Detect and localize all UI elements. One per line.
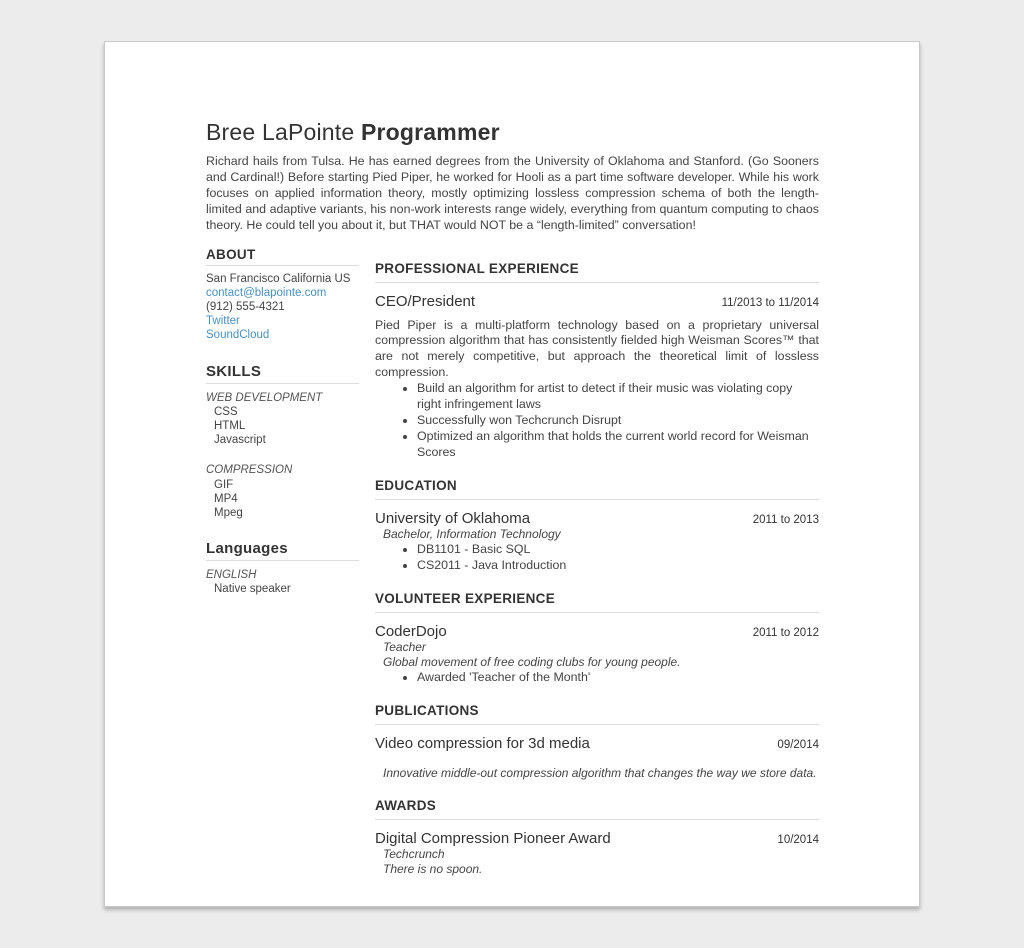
entry-bullet-list [375,381,819,461]
main-column [375,247,819,878]
entry-header [375,510,819,527]
content-columns [206,247,819,878]
about-heading: ABOUT [206,247,359,266]
entry-header [375,293,819,310]
resume-page [104,41,920,907]
entry-title: University of Oklahoma [375,509,531,527]
language-level: Native speaker [214,583,291,596]
page-title [206,119,819,146]
bullet-item: • Build an algorithm for artist to detect if their music was violating copy right infringement laws [417,381,819,413]
email-link[interactable]: contact@blapointe.com [206,286,327,299]
languages-section [206,540,359,596]
entry-date: 11/2013 to 11/2014 [721,296,819,309]
language-label: ENGLISH [206,569,257,582]
section-heading: PROFESSIONAL EXPERIENCE [375,261,819,283]
entry-date: 09/2014 [777,739,819,752]
entry-subtitle: Techcrunch [383,847,445,862]
summary-paragraph: Richard hails from Tulsa. He has earned degrees from the University of Oklahoma and Stanford. (Go Sooners and Cardinal!) Before starting Pied Piper, he worked for Hooli as a part time software developer. While his work focuses on applied information theory, mostly optimizing lossless compression schema of both the length-limited and adaptive variants, his non-work interests range widely, everything from quantum computing to chaos theory. He could tell you about it, but THAT would NOT be a “length-limited” conversation! [206,154,819,232]
entry-bullet-list [375,542,819,574]
entry-title: CEO/President [375,292,476,310]
languages-heading: Languages [206,540,359,561]
skill-item: Mpeg [214,506,243,519]
volunteer-entry [375,623,819,686]
entry-title: CoderDojo [375,622,447,640]
skill-item: MP4 [214,492,238,505]
job-title: Programmer [360,119,500,145]
skill-group-label: WEB DEVELOPMENT [206,391,323,404]
sidebar [206,247,359,878]
soundcloud-link[interactable]: SoundCloud [206,329,270,342]
skill-group [206,463,359,520]
bullet-item: • DB1101 - Basic SQL [417,542,819,558]
experience-entry [375,293,819,461]
section-heading: AWARDS [375,798,819,820]
entry-subtitle2: Global movement of free coding clubs for young people. [383,654,681,669]
entry-header [375,735,819,752]
volunteer-section [375,591,819,686]
skill-item: Javascript [214,434,266,447]
skills-heading: SKILLS [206,363,359,384]
bullet-item: • Successfully won Techcrunch Disrupt [417,413,819,429]
entry-header [375,623,819,640]
entry-subtitle2: There is no spoon. [383,862,483,877]
skill-item: HTML [214,419,246,432]
entry-subtitle: Teacher [383,639,426,654]
entry-bullet-list [375,670,819,686]
award-entry [375,830,819,877]
bullet-item: • CS2011 - Java Introduction [417,558,819,574]
publication-entry [375,735,819,781]
language-group [206,568,359,596]
skill-group [206,391,359,448]
awards-section [375,798,819,877]
twitter-link[interactable]: Twitter [206,315,240,328]
entry-date: 2011 to 2013 [752,513,819,526]
bullet-item: • Optimized an algorithm that holds the current world record for Weisman Scores [417,429,819,461]
person-name: Bree LaPointe [206,119,355,145]
section-heading: EDUCATION [375,478,819,500]
education-entry [375,510,819,574]
publication-summary: Innovative middle-out compression algorithm that changes the way we store data. [383,766,817,781]
publications-section [375,703,819,781]
entry-subtitle: Bachelor, Information Technology [383,526,561,541]
entry-title: Digital Compression Pioneer Award [375,830,611,848]
entry-title: Video compression for 3d media [375,735,590,753]
skills-section [206,363,359,521]
entry-date: 10/2014 [777,834,819,847]
entry-header [375,830,819,847]
education-section [375,478,819,574]
experience-section [375,261,819,461]
about-section [206,247,359,343]
entry-date: 2011 to 2012 [752,626,819,639]
entry-description: Pied Piper is a multi-platform technology based on a proprietary universal compression algorithm that has consistently fielded high Weisman Scores™ that are not merely competitive, but approach the theoretical limit of lossless compression. [375,317,819,380]
section-heading: PUBLICATIONS [375,703,819,725]
about-details [206,272,359,343]
skill-group-label: COMPRESSION [206,464,293,477]
phone-text: (912) 555-4321 [206,300,285,313]
skill-item: CSS [214,405,238,418]
section-heading: VOLUNTEER EXPERIENCE [375,591,819,613]
skill-item: GIF [214,478,234,491]
bullet-item: • Awarded 'Teacher of the Month' [417,670,819,686]
location-text: San Francisco California US [206,272,351,285]
